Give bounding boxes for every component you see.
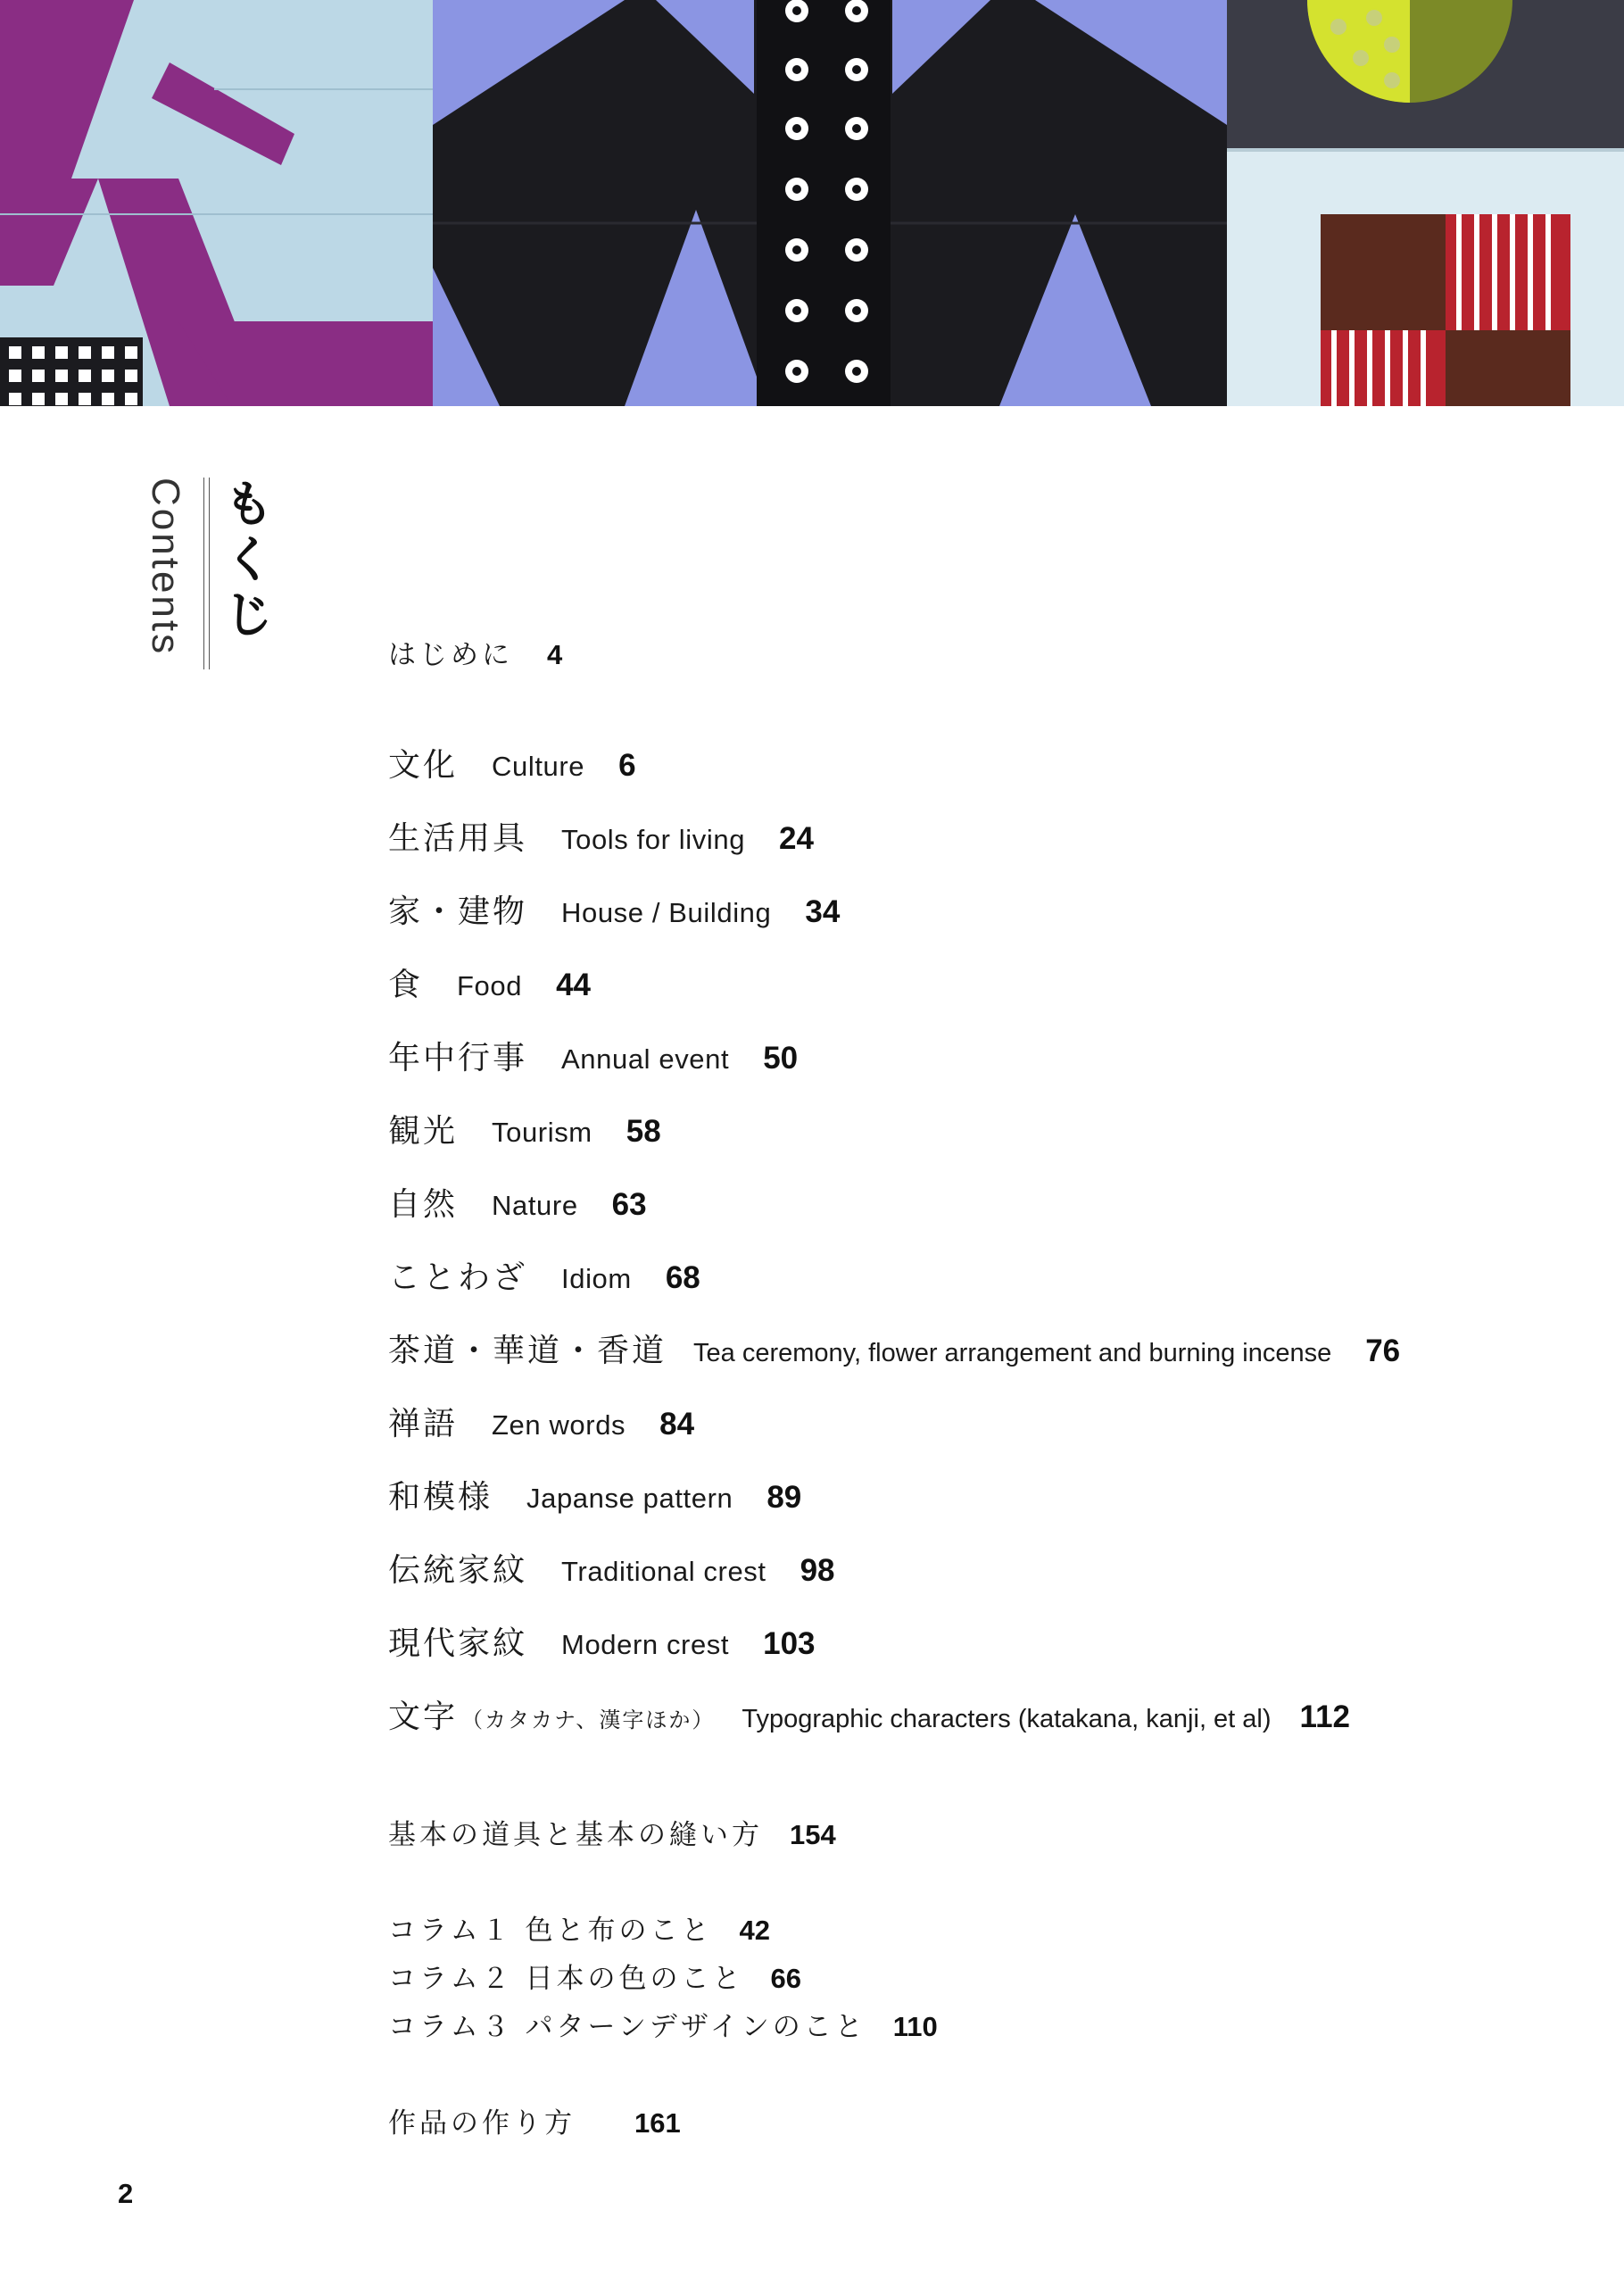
toc-chapter-title-en: Tools for living [561,824,746,855]
toc-chapter-tools[interactable] [388,820,814,857]
toc-column-2[interactable] [388,1965,801,1993]
toc-chapter-page: 50 [763,1041,799,1076]
toc-chapter-nature[interactable] [388,1186,647,1223]
toc-chapter-page: 34 [805,894,841,929]
toc-column-title: コラム３ パターンデザインのこと [388,2011,866,2043]
toc-column-title: コラム２ 日本の色のこと [388,1963,744,1995]
toc-chapter-title-en: Idiom [561,1263,632,1294]
heading-divider-2 [209,478,210,669]
toc-chapter-title-jp: 文字 [388,1699,459,1735]
toc-chapter-title-jp: 茶道・華道・香道 [388,1333,667,1369]
toc-chapter-page: 98 [800,1553,835,1588]
heading-divider [203,478,204,669]
toc-column-page: 110 [892,2011,938,2042]
toc-chapter-title-en: Tea ceremony, flower arrangement and burning incense [693,1339,1332,1367]
toc-chapter-page: 89 [766,1480,802,1515]
toc-chapter-page: 84 [659,1407,695,1442]
toc-chapter-page: 112 [1299,1699,1350,1734]
toc-chapter-page: 103 [763,1626,816,1661]
toc-chapter-title-en: Nature [492,1190,578,1221]
toc-chapter-title-en: Typographic characters (katakana, kanji, et al) [742,1705,1272,1733]
toc-chapter-tea-ceremony[interactable] [388,1335,1400,1367]
toc-chapter-title-jp: 和模様 [388,1479,493,1516]
toc-chapter-title-en: Annual event [561,1043,730,1075]
toc-chapter-title-jp: 伝統家紋 [388,1552,528,1589]
toc-intro[interactable] [388,641,562,669]
toc-chapter-title-en: Food [457,970,523,1001]
toc-chapter-title-jp: 生活用具 [388,820,528,857]
contents-heading-jp: もくじ [216,478,274,644]
toc-chapter-title-en: Modern crest [561,1629,730,1660]
toc-howto-page: 161 [634,2107,681,2139]
toc-chapter-title-en: Tourism [492,1117,592,1148]
toc-chapter-annual-event[interactable] [388,1040,799,1076]
toc-chapter-title-jp: 食 [388,967,424,1003]
toc-chapter-title-en: Culture [492,751,585,782]
toc-chapter-title-jp: 家・建物 [388,893,528,930]
toc-chapter-food[interactable] [388,969,591,1001]
contents-heading-en: Contents [144,478,187,657]
toc-chapter-page: 44 [556,968,592,1002]
toc-chapter-title-jp: 文化 [388,747,459,784]
toc-chapter-culture[interactable] [388,747,636,784]
toc-chapter-typographic[interactable] [388,1701,1350,1733]
toc-basics-title: 基本の道具と基本の縫い方 [388,1819,763,1851]
toc-chapter-title-jp: 禅語 [388,1406,459,1442]
toc-chapter-title-en: House / Building [561,897,772,928]
toc-chapter-title-jp: 自然 [388,1186,459,1223]
toc-chapter-page: 68 [665,1260,700,1295]
toc-chapter-page: 58 [626,1114,661,1149]
toc-chapter-title-en: Japanse pattern [526,1483,733,1514]
toc-column-1[interactable] [388,1916,770,1945]
toc-column-title: コラム１ 色と布のこと [388,1915,713,1947]
toc-chapter-page: 63 [611,1187,647,1222]
toc-chapter-page: 24 [779,821,814,856]
toc-basics-page: 154 [790,1819,836,1850]
toc-basics[interactable] [388,1821,836,1849]
toc-column-page: 42 [739,1915,771,1946]
toc-chapter-title-en: Zen words [492,1409,626,1441]
toc-chapter-tourism[interactable] [388,1113,661,1150]
toc-howto[interactable] [388,2109,681,2138]
toc-intro-title: はじめに [388,639,513,671]
toc-column-page: 66 [770,1963,802,1994]
toc-chapter-zen-words[interactable] [388,1408,694,1441]
toc-chapter-page: 76 [1365,1334,1401,1368]
toc-chapter-house[interactable] [388,893,841,930]
toc-chapter-title-jp: 観光 [388,1113,459,1150]
toc-chapter-title-note: （カタカナ、漢字ほか） [461,1708,716,1732]
toc-intro-page: 4 [547,639,563,670]
toc-chapter-title-jp: ことわざ [388,1259,528,1296]
toc-chapter-page: 6 [618,748,636,783]
toc-chapter-idiom[interactable] [388,1259,700,1296]
toc-chapter-title-jp: 年中行事 [388,1040,528,1076]
toc-chapter-japanese-pattern[interactable] [388,1479,802,1516]
quilt-photo-banner [0,0,1624,406]
toc-chapter-title-jp: 現代家紋 [388,1625,528,1662]
toc-chapter-title-en: Traditional crest [561,1556,766,1587]
toc-chapter-modern-crest[interactable] [388,1625,816,1662]
toc-chapter-traditional-crest[interactable] [388,1552,835,1589]
page-number: 2 [118,2178,134,2209]
toc-column-3[interactable] [388,2013,938,2041]
quilt-illustration [0,0,1624,406]
toc-howto-title: 作品の作り方 [388,2107,576,2140]
